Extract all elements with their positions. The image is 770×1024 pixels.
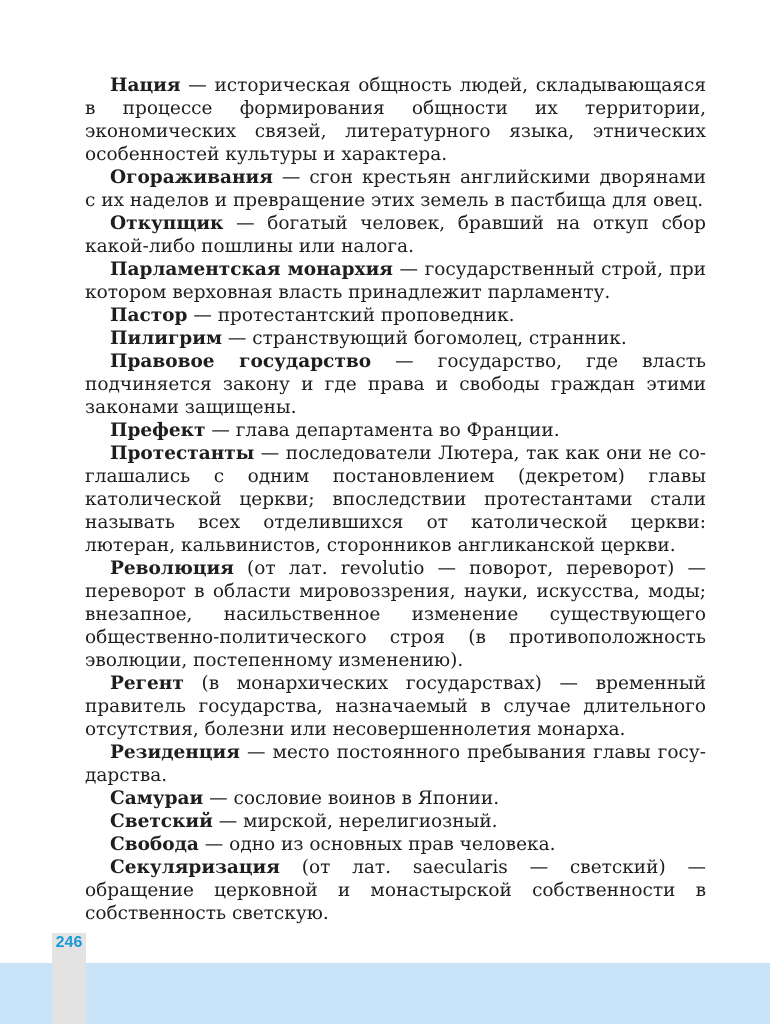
glossary-term: Откупщик	[110, 213, 224, 234]
glossary-entry	[85, 258, 706, 304]
glossary-definition: — место постоянного пребывания главы государства.	[85, 742, 706, 786]
glossary-definition: (от лат. revolutio — поворот, переворот) — переворот в области мировоззрения, науки, искусства, моды; внезапное, насильственное изменение существующего общественно-политического строя (в противоположность эволюции, постепенному изменению).	[85, 558, 706, 671]
glossary-entry	[85, 166, 706, 212]
glossary-entry	[85, 304, 706, 327]
glossary-term: Пастор	[110, 305, 188, 326]
glossary-text	[85, 74, 706, 925]
glossary-entry	[85, 810, 706, 833]
glossary-entry	[85, 833, 706, 856]
glossary-definition: (в монархических государствах) — временный правитель государства, назначаемый в случае длительного отсутствия, болезни или несовершеннолетия монарха.	[85, 673, 706, 740]
glossary-term: Свобода	[110, 834, 199, 855]
glossary-term: Резиденция	[110, 742, 240, 763]
glossary-definition: — государство, где власть подчиняется закону и где права и свободы граждан этими законами защищены.	[85, 351, 706, 418]
glossary-term: Секуляризация	[110, 857, 280, 878]
glossary-definition: — сгон крестьян английскими дворянами с их наделов и превращение этих земель в пастбища для овец.	[85, 167, 706, 211]
glossary-definition: — протестантский проповедник.	[187, 305, 515, 326]
glossary-definition: — одно из основных прав человека.	[198, 834, 556, 855]
glossary-term: Префект	[110, 420, 206, 441]
glossary-definition: — государственный строй, при котором верховная власть принадлежит парламенту.	[85, 259, 707, 303]
glossary-definition: — глава департамента во Франции.	[205, 420, 560, 441]
page-number: 246	[55, 934, 83, 951]
glossary-definition: (от лат. saecularis — светский) — обращение церковной и монастырской собственности в собственность светскую.	[85, 857, 706, 924]
glossary-term: Нация	[110, 75, 181, 96]
glossary-entry	[85, 741, 706, 787]
glossary-entry	[85, 327, 706, 350]
glossary-entry	[85, 442, 706, 557]
glossary-definition: — богатый человек, бравший на откуп сбор какой-либо пошлины или налога.	[85, 213, 706, 257]
glossary-entry	[85, 74, 706, 166]
glossary-term: Огораживания	[110, 167, 273, 188]
glossary-term: Пилигрим	[110, 328, 223, 349]
glossary-definition: — последователи Лютера, так как они не соглашались с одним постановлением (декретом) главы католической церкви; впоследствии протестантами стали называть всех отделившихся от католической церкви: лютеран, кальвинистов, сторонников англиканской церкви.	[85, 443, 706, 556]
glossary-definition: — сословие воинов в Японии.	[203, 788, 500, 809]
glossary-entry	[85, 350, 706, 419]
glossary-term: Самураи	[110, 788, 204, 809]
glossary-term: Парламентская монархия	[110, 259, 393, 280]
glossary-term: Регент	[110, 673, 184, 694]
footer-band	[0, 963, 770, 1024]
glossary-entry	[85, 787, 706, 810]
glossary-definition: — историческая общность людей, складывающаяся в процессе формирования общности их территории, экономических связей, литературного языка, этнических особенностей культуры и характера.	[85, 75, 706, 165]
glossary-entry	[85, 672, 706, 741]
glossary-entry	[85, 557, 706, 672]
glossary-term: Революция	[110, 558, 234, 579]
page-number-tab	[52, 933, 86, 1024]
glossary-entry	[85, 856, 706, 925]
glossary-definition: — мирской, нерелигиозный.	[212, 811, 498, 832]
glossary-term: Светский	[110, 811, 213, 832]
glossary-entry	[85, 419, 706, 442]
glossary-definition: — странствующий богомолец, странник.	[222, 328, 627, 349]
glossary-term: Правовое государство	[110, 351, 372, 372]
glossary-entry	[85, 212, 706, 258]
glossary-term: Протестанты	[110, 443, 255, 464]
